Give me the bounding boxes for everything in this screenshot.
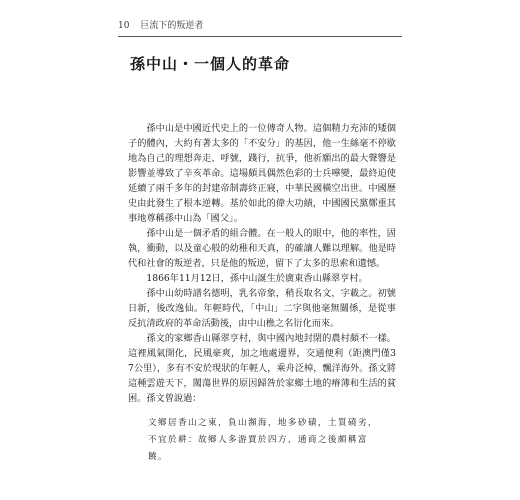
header-rule — [118, 36, 402, 37]
book-title: 巨流下的叛逆者 — [140, 21, 204, 31]
page-number: 10 — [118, 21, 130, 31]
paragraph: 1866年11月12日，孫中山誕生於廣東香山縣翠亨村。 — [146, 273, 368, 284]
paragraph: 孫中山是中國近代史上的一位傳奇人物。這個精力充沛的矮個子的體內，大約有著太多的「不安分」的基因，他一生絲毫不停歇地為自己的理想奔走、呼號，踐行，抗爭，他祈願出的最大聲響是影響並導致了辛亥革命。這場頗具偶然色彩的士兵嘩變，最終迫使延續了兩千多年的封建帝制壽終正寢，中華民國橫空出世。中國歷史由此發生了根本逆轉。基於如此的偉大功績，中國國民黨鄭重其事地尊稱孫中山為「國父」。 — [128, 123, 396, 224]
block-quote: 文鄉居香山之東，負山瀕海，地多砂磧，土質磽劣，不宜於耕：故鄉人多游賈於四方，通商之後頗稱富饒。 — [148, 418, 378, 462]
running-header — [118, 21, 203, 32]
body-text — [128, 121, 396, 406]
chapter-title: 孫中山・一個人的革命 — [130, 55, 291, 73]
paragraph: 孫中山是一個矛盾的組合體。在一般人的眼中，他的率性，固執，衝動，以及童心般的幼稚和天真，的確讓人難以理解。他是時代和社會的叛逆者，只是他的叛逆，留下了太多的思索和遺憾。 — [128, 228, 396, 269]
paragraph: 孫中山幼時譜名德明，乳名帝象，稍長取名文，字載之。初號日新，後改逸仙。年輕時代，「中山」二字與他毫無關係，是從事反抗清政府的革命活動後，由中山樵之名衍化而來。 — [128, 288, 396, 329]
paragraph: 孫文的家鄉香山縣翠亨村，與中國內地封閉的農村頗不一樣。這裡風氣開化，民風豪爽，加之地處邊界，交通便利（距澳門僅37公里），多有不安於現狀的年輕人，乘舟泛棹，飄洋海外。孫文將這種雲遊天下，闖蕩世界的原因歸咎於家鄉土地的瘠薄和生活的貧困。孫文曾說過： — [128, 333, 396, 404]
